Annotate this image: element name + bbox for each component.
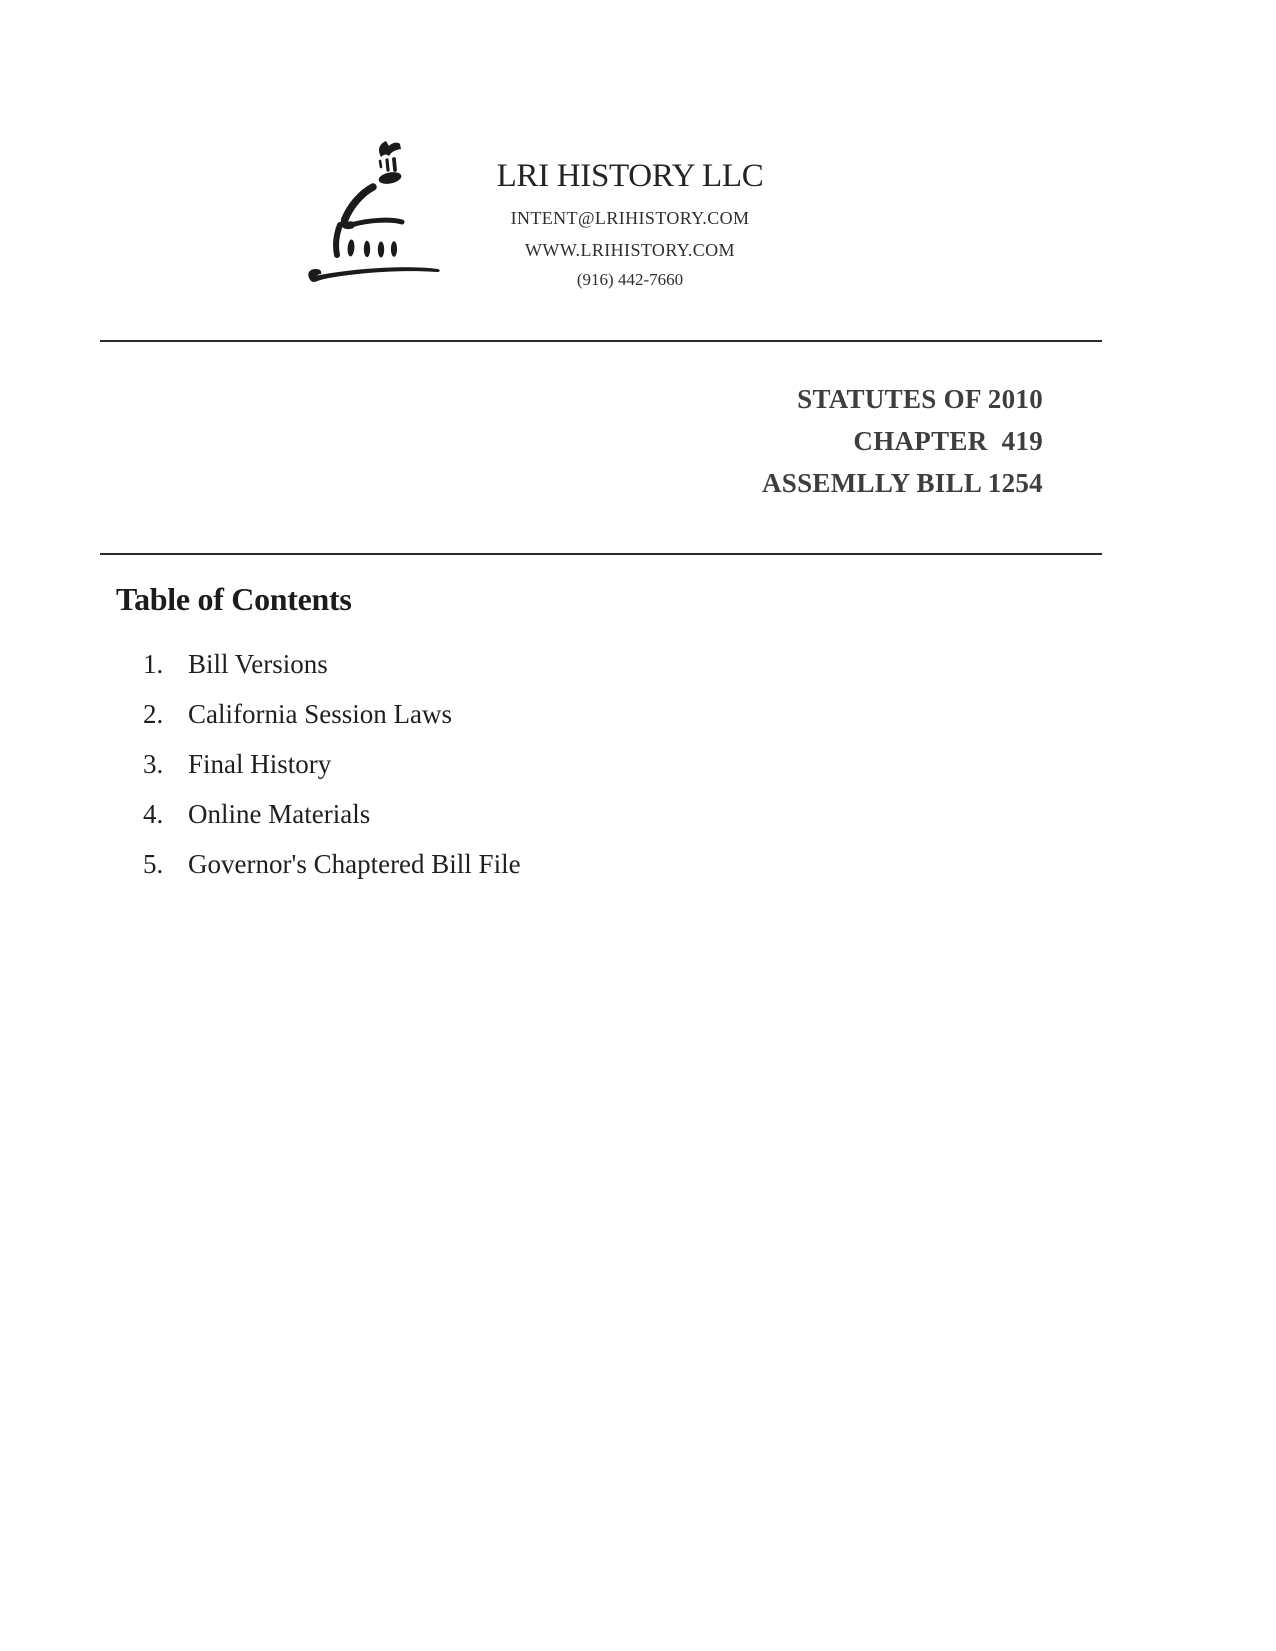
company-website: WWW.LRIHISTORY.COM xyxy=(525,240,735,260)
toc-item-number: 4. xyxy=(143,799,164,829)
toc-item-number: 2. xyxy=(143,699,164,729)
company-phone: (916) 442-7660 xyxy=(576,270,684,289)
toc-item-number: 5. xyxy=(143,849,164,879)
toc-item xyxy=(143,801,521,828)
toc-item-label: California Session Laws xyxy=(188,699,452,729)
statute-title-block xyxy=(762,378,1043,504)
toc-item xyxy=(143,751,521,778)
company-name: LRI HISTORY LLC xyxy=(496,158,764,194)
toc-item-label: Final History xyxy=(188,749,332,779)
capitol-dome-logo xyxy=(293,123,461,291)
statute-line-statutes: STATUTES OF 2010 xyxy=(797,384,1043,414)
logo-lantern xyxy=(378,170,403,185)
horizontal-rule-top xyxy=(100,340,1102,342)
company-email: INTENT@LRIHISTORY.COM xyxy=(510,208,750,228)
toc-item xyxy=(143,651,521,678)
horizontal-rule-bottom xyxy=(100,553,1102,555)
toc-item-label: Governor's Chaptered Bill File xyxy=(188,849,521,879)
logo-flag xyxy=(379,141,401,157)
toc-item xyxy=(143,701,521,728)
toc-list xyxy=(143,651,521,878)
toc-item-label: Online Materials xyxy=(188,799,371,829)
toc-item xyxy=(143,851,521,878)
toc-item-label: Bill Versions xyxy=(188,649,328,679)
toc-heading: Table of Contents xyxy=(116,581,352,617)
toc-item-number: 3. xyxy=(143,749,164,779)
logo-cornice xyxy=(351,220,402,225)
statute-line-bill: ASSEMLLY BILL 1254 xyxy=(761,468,1043,498)
logo-base xyxy=(308,267,440,282)
statute-line-chapter: CHAPTER 419 xyxy=(853,426,1043,456)
toc-item-number: 1. xyxy=(143,649,164,679)
